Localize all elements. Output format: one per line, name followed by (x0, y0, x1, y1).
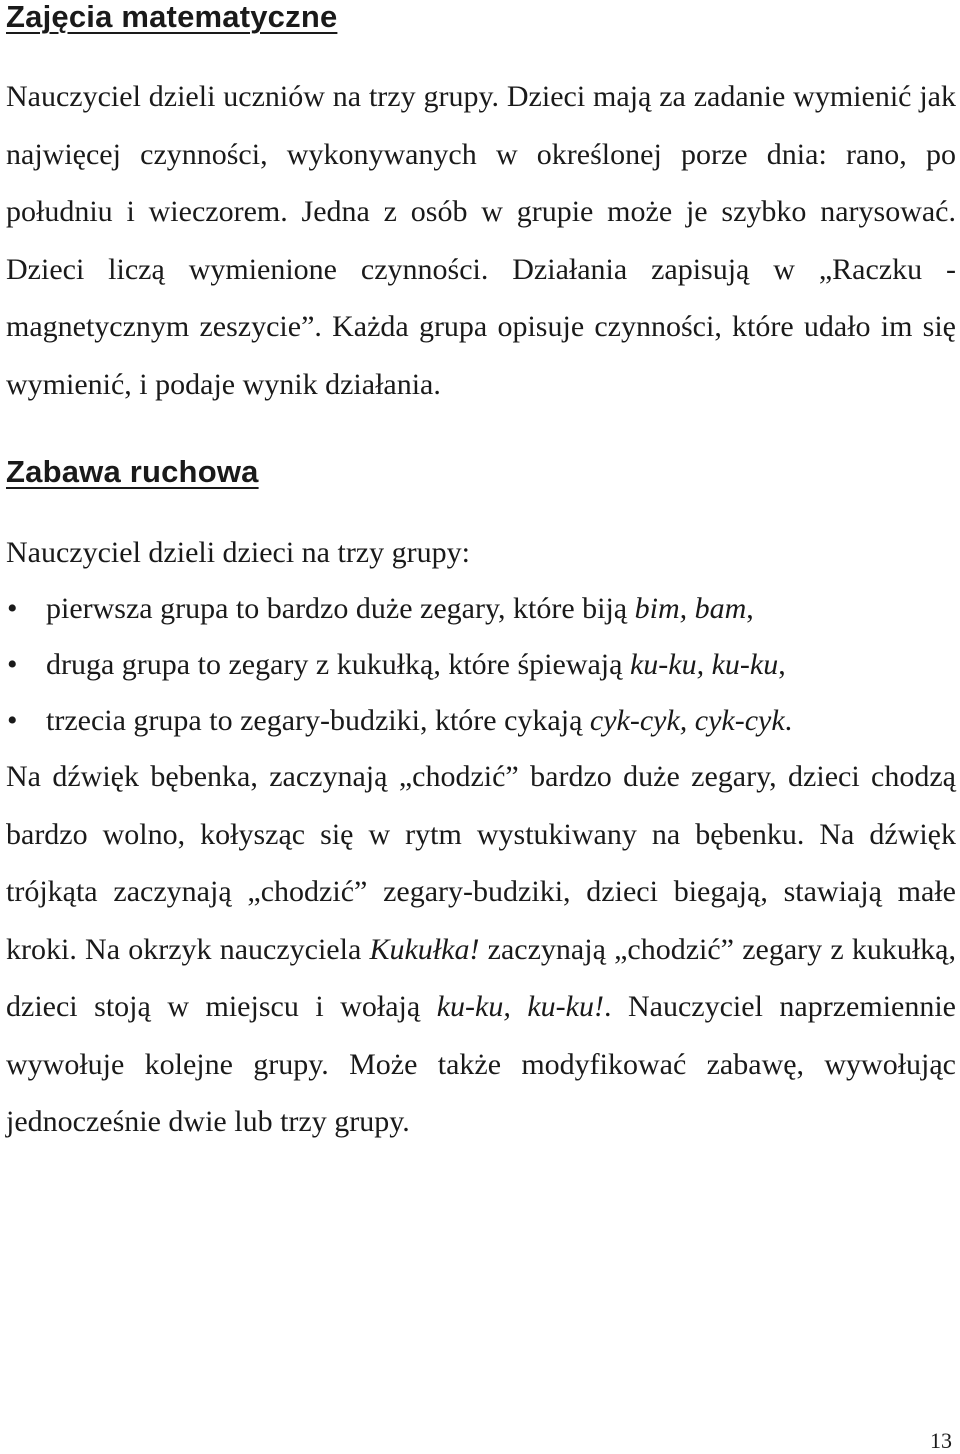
page-number: 13 (930, 1428, 952, 1453)
list-item-end: . (784, 704, 793, 737)
list-item (6, 693, 956, 749)
movement-game-intro: Nauczyciel dzieli dzieci na trzy grupy: (6, 536, 470, 569)
section-title-movement-game: Zabawa ruchowa (6, 454, 259, 489)
bullet-icon: • (7, 592, 18, 625)
paragraph-call: Kukułka! (369, 932, 480, 966)
list-item-sound: cyk-cyk, cyk-cyk (589, 704, 785, 737)
group-list (6, 581, 956, 749)
movement-game-paragraph (6, 748, 956, 1151)
list-item-end: , (746, 592, 754, 625)
list-item-sound: bim, bam (634, 592, 747, 625)
list-item-text: pierwsza grupa to bardzo duże zegary, które biją (46, 592, 635, 625)
list-item (6, 581, 956, 637)
paragraph-text: zaczynają „chodzić” zegary z kukułką, dzieci stoją w miejscu i wołają (6, 932, 956, 1023)
list-item-end: , (778, 648, 786, 681)
list-item-text: druga grupa to zegary z kukułką, które śpiewają (46, 648, 630, 681)
section-title-math: Zajęcia matematyczne (6, 0, 338, 34)
bullet-icon: • (7, 704, 18, 737)
math-activity-paragraph: Nauczyciel dzieli uczniów na trzy grupy. Dzieci mają za zadanie wymienić jak najwięcej czynności, wykonywanych w określonej porze dnia: rano, po południu i wieczorem. Jedna z osób w grupie może je szybko narysować. Dzieci liczą wymienione czynności. Działania zapisują w „Raczku - magnetycznym zeszycie”. Każda grupa opisuje czynności, które udało im się wymienić, i podaje wynik działania. (6, 80, 956, 401)
paragraph-cuckoo: ku-ku, ku-ku! (436, 990, 604, 1023)
list-item (6, 637, 956, 693)
paragraph-text: . Nauczyciel naprzemiennie wywołuje kolejne grupy. Może także modyfikować zabawę, wywołując jednocześnie dwie lub trzy grupy. (6, 990, 957, 1138)
bullet-icon: • (7, 648, 18, 681)
paragraph-text: Na dźwięk bębenka, zaczynają „chodzić” bardzo duże zegary, dzieci chodzą bardzo wolno, kołysząc się w rytm wystukiwany na bębenku. Na dźwięk trójkąta zaczynają „chodzić” zegary-budziki, dzieci biegają, stawiają małe kroki. Na okrzyk nauczyciela (6, 760, 956, 966)
list-item-text: trzecia grupa to zegary-budziki, które cykają (46, 704, 590, 737)
list-item-sound: ku-ku, ku-ku (629, 648, 779, 681)
